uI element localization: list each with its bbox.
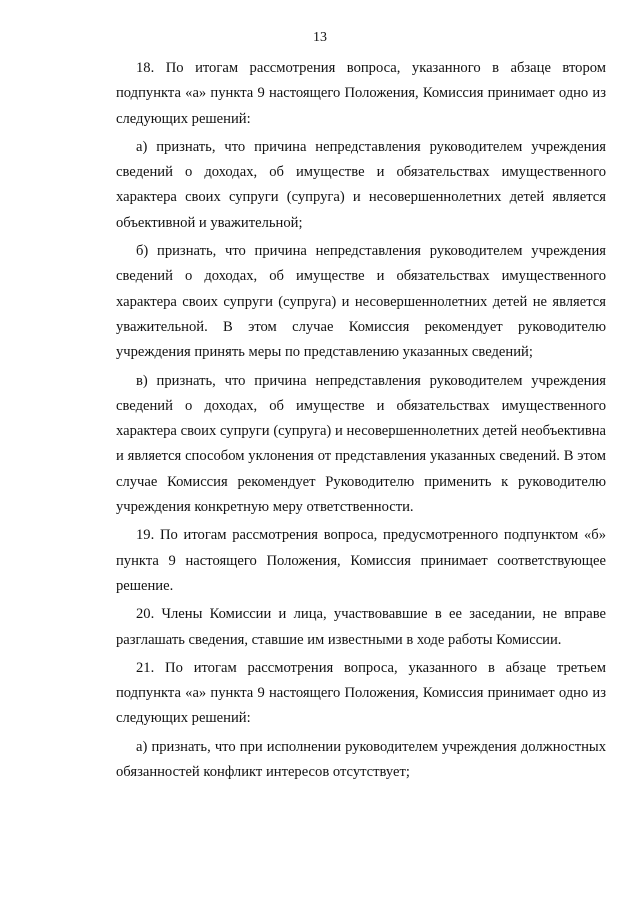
paragraph-21: 21. По итогам рассмотрения вопроса, указанного в абзаце третьем подпункта «а» пункта 9 настоящего Положения, Комиссия принимает одно из следующих решений: <box>116 659 606 727</box>
paragraph-18-v: в) признать, что причина непредставления руководителем учреждения сведений о доходах, об имуществе и обязательствах имущественного характера своих супруги (супруга) и несовершеннолетних детей необъективна и является способом уклонения от представления указанных сведений. В этом случае Комиссия рекомендует Руководителю применить к руководителю учреждения конкретную меру ответственности. <box>116 372 606 516</box>
paragraph-19: 19. По итогам рассмотрения вопроса, предусмотренного подпунктом «б» пункта 9 настоящего Положения, Комиссия принимает соответствующее решение. <box>116 527 606 594</box>
paragraph-18: 18. По итогам рассмотрения вопроса, указанного в абзаце втором подпункта «а» пункта 9 настоящего Положения, Комиссия принимает одно из следующих решений: <box>116 60 606 127</box>
paragraph-21-a: а) признать, что при исполнении руководителем учреждения должностных обязанностей конфликт интересов отсутствует; <box>116 738 606 781</box>
page-number: 13 <box>313 30 327 45</box>
paragraph-18-b: б) признать, что причина непредставления руководителем учреждения сведений о доходах, об имуществе и обязательствах имущественного характера своих супруги (супруга) и несовершеннолетних детей не является уважительной. В этом случае Комиссия рекомендует руководителю учреждения принять меры по представлению указанных сведений; <box>116 243 606 361</box>
paragraph-20: 20. Члены Комиссии и лица, участвовавшие в ее заседании, не вправе разглашать сведения, ставшие им известными в ходе работы Комиссии. <box>116 606 606 648</box>
document-body <box>116 56 606 788</box>
paragraph-18-a: а) признать, что причина непредставления руководителем учреждения сведений о доходах, об имуществе и обязательствах имущественного характера своих супруги (супруга) и несовершеннолетних детей является объективной и уважительной; <box>116 138 606 231</box>
